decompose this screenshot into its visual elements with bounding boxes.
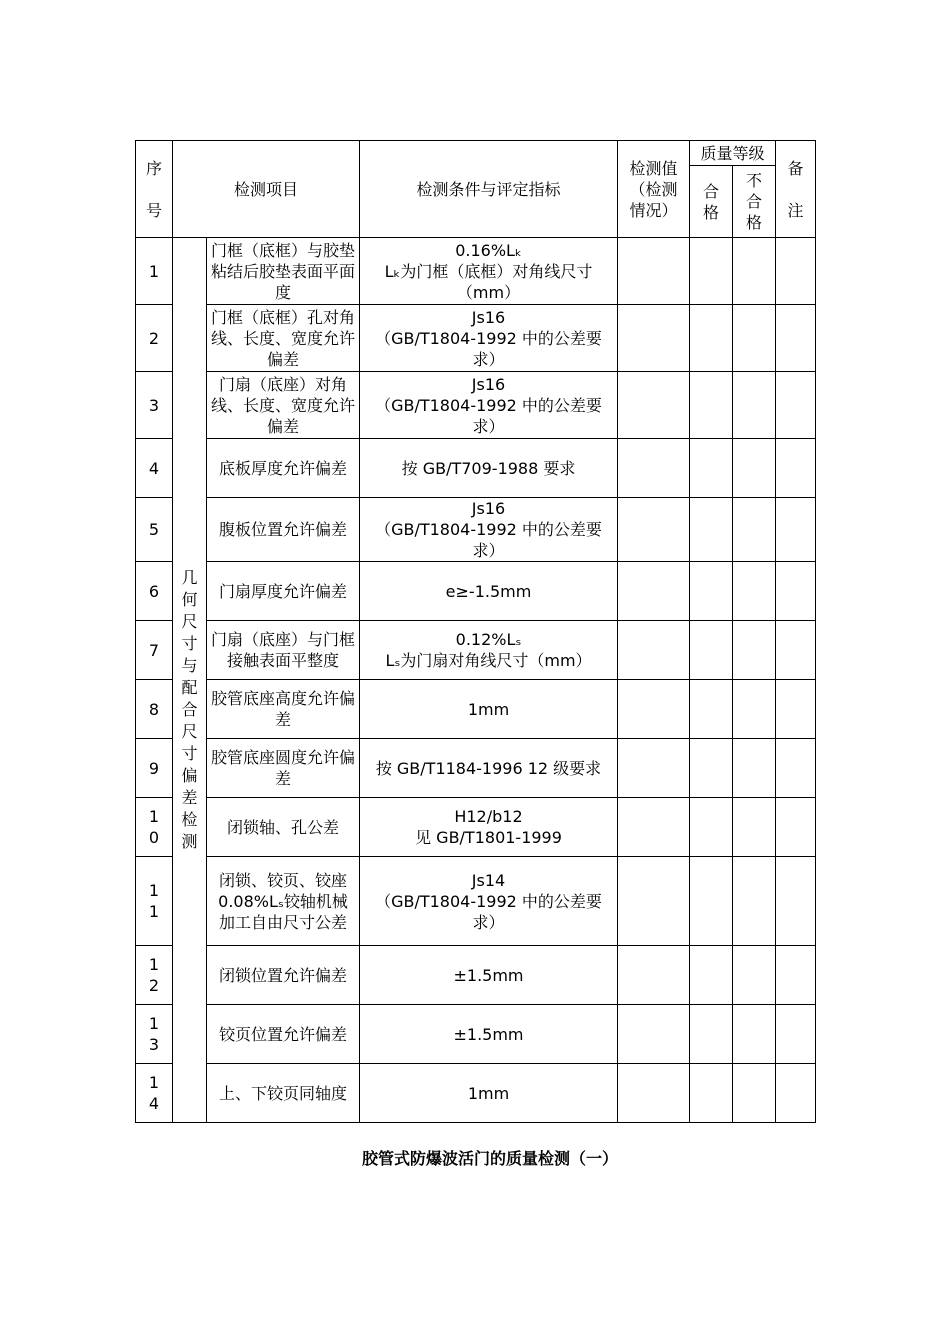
pass-cell[interactable]	[690, 739, 733, 798]
fail-cell[interactable]	[733, 238, 776, 305]
inspection-condition: Js16 （GB/T1804-1992 中的公差要求）	[360, 498, 618, 562]
inspection-item: 铰页位置允许偏差	[207, 1005, 360, 1064]
fail-cell[interactable]	[733, 798, 776, 857]
pass-cell[interactable]	[690, 439, 733, 498]
table-row	[136, 238, 816, 305]
pass-cell[interactable]	[690, 857, 733, 946]
remark-cell[interactable]	[776, 372, 816, 439]
inspection-condition: 1mm	[360, 1064, 618, 1123]
pass-cell[interactable]	[690, 305, 733, 372]
row-number	[136, 946, 173, 1005]
remark-cell[interactable]	[776, 439, 816, 498]
value-cell[interactable]	[618, 1005, 690, 1064]
row-number-text: 4	[148, 458, 160, 478]
remark-cell[interactable]	[776, 621, 816, 680]
fail-cell[interactable]	[733, 562, 776, 621]
row-number-text: 5	[148, 520, 160, 539]
inspection-condition: e≥-1.5mm	[360, 562, 618, 621]
row-number-text: 7	[148, 640, 160, 660]
header-grade: 质量等级	[690, 141, 776, 166]
pass-cell[interactable]	[690, 680, 733, 739]
inspection-condition: ±1.5mm	[360, 1005, 618, 1064]
table-row	[136, 621, 816, 680]
value-cell[interactable]	[618, 798, 690, 857]
row-number	[136, 372, 173, 439]
inspection-item: 门扇厚度允许偏差	[207, 562, 360, 621]
pass-cell[interactable]	[690, 372, 733, 439]
remark-cell[interactable]	[776, 238, 816, 305]
remark-cell[interactable]	[776, 857, 816, 946]
table-row	[136, 498, 816, 562]
table-row	[136, 305, 816, 372]
value-cell[interactable]	[618, 439, 690, 498]
remark-cell[interactable]	[776, 798, 816, 857]
header-seq-bottom: 号	[145, 200, 162, 220]
row-number	[136, 739, 173, 798]
inspection-item: 胶管底座高度允许偏差	[207, 680, 360, 739]
remark-cell[interactable]	[776, 562, 816, 621]
inspection-item: 底板厚度允许偏差	[207, 439, 360, 498]
value-cell[interactable]	[618, 372, 690, 439]
value-cell[interactable]	[618, 857, 690, 946]
fail-cell[interactable]	[733, 739, 776, 798]
fail-cell[interactable]	[733, 372, 776, 439]
inspection-item: 胶管底座圆度允许偏差	[207, 739, 360, 798]
pass-cell[interactable]	[690, 238, 733, 305]
pass-cell[interactable]	[690, 798, 733, 857]
fail-cell[interactable]	[733, 498, 776, 562]
remark-cell[interactable]	[776, 739, 816, 798]
inspection-condition: Js16 （GB/T1804-1992 中的公差要求）	[360, 372, 618, 439]
table-row	[136, 946, 816, 1005]
inspection-condition: 0.12%Lₛ Lₛ为门扇对角线尺寸（mm）	[360, 621, 618, 680]
header-fail: 不 合 格	[733, 166, 776, 238]
inspection-item: 上、下铰页同轴度	[207, 1064, 360, 1123]
value-cell[interactable]	[618, 238, 690, 305]
fail-cell[interactable]	[733, 857, 776, 946]
header-remark-bottom: 注	[787, 200, 804, 220]
fail-cell[interactable]	[733, 621, 776, 680]
row-number	[136, 1005, 173, 1064]
remark-cell[interactable]	[776, 680, 816, 739]
header-seq-top: 序	[145, 158, 162, 178]
row-number	[136, 621, 173, 680]
fail-cell[interactable]	[733, 1064, 776, 1123]
inspection-condition: H12/b12 见 GB/T1801-1999	[360, 798, 618, 857]
fail-cell[interactable]	[733, 680, 776, 739]
inspection-item: 腹板位置允许偏差	[207, 498, 360, 562]
header-condition: 检测条件与评定指标	[360, 141, 618, 238]
inspection-item: 闭锁轴、孔公差	[207, 798, 360, 857]
row-number-text: 10	[148, 807, 160, 847]
table-row	[136, 1005, 816, 1064]
row-number	[136, 798, 173, 857]
pass-cell[interactable]	[690, 498, 733, 562]
inspection-condition: 按 GB/T709-1988 要求	[360, 439, 618, 498]
pass-cell[interactable]	[690, 946, 733, 1005]
header-item: 检测项目	[173, 141, 360, 238]
inspection-condition: 1mm	[360, 680, 618, 739]
inspection-condition: 0.16%Lₖ Lₖ为门框（底框）对角线尺寸（mm）	[360, 238, 618, 305]
value-cell[interactable]	[618, 305, 690, 372]
header-value: 检测值 （检测 情况）	[618, 141, 690, 238]
row-number	[136, 238, 173, 305]
row-number	[136, 857, 173, 946]
category-cell	[173, 238, 207, 1123]
table-row	[136, 562, 816, 621]
value-cell[interactable]	[618, 498, 690, 562]
header-remark	[776, 141, 816, 238]
row-number-text: 14	[148, 1073, 160, 1113]
row-number-text: 12	[148, 955, 160, 995]
inspection-item: 门扇（底座）对角线、长度、宽度允许偏差	[207, 372, 360, 439]
row-number-text: 1	[148, 261, 160, 281]
table-row	[136, 680, 816, 739]
value-cell[interactable]	[618, 680, 690, 739]
inspection-condition: Js16 （GB/T1804-1992 中的公差要求）	[360, 305, 618, 372]
inspection-item: 门扇（底座）与门框接触表面平整度	[207, 621, 360, 680]
table-caption: 胶管式防爆波活门的质量检测（一）	[361, 1149, 618, 1168]
table-row	[136, 798, 816, 857]
row-number-text: 3	[148, 395, 160, 415]
row-number	[136, 1064, 173, 1123]
row-number-text: 6	[148, 581, 160, 601]
table-row	[136, 372, 816, 439]
pass-cell[interactable]	[690, 1064, 733, 1123]
inspection-condition: 按 GB/T1184-1996 12 级要求	[360, 739, 618, 798]
row-number-text: 2	[148, 328, 160, 348]
table-row	[136, 1064, 816, 1123]
category-label: 几何尺寸与配合尺寸偏差检测	[181, 568, 198, 851]
pass-cell[interactable]	[690, 1005, 733, 1064]
remark-cell[interactable]	[776, 305, 816, 372]
fail-cell[interactable]	[733, 1005, 776, 1064]
quality-inspection-table	[135, 140, 816, 1123]
row-number-text: 8	[148, 699, 160, 719]
header-remark-top: 备	[787, 158, 804, 178]
value-cell[interactable]	[618, 1064, 690, 1123]
value-cell[interactable]	[618, 621, 690, 680]
header-row	[136, 141, 816, 166]
inspection-item: 门框（底框）孔对角线、长度、宽度允许偏差	[207, 305, 360, 372]
fail-cell[interactable]	[733, 946, 776, 1005]
table-row	[136, 857, 816, 946]
pass-cell[interactable]	[690, 562, 733, 621]
row-number-text: 13	[148, 1014, 160, 1054]
header-pass: 合 格	[690, 166, 733, 238]
inspection-item: 闭锁、铰页、铰座 0.08%Lₛ铰轴机械加工自由尺寸公差	[207, 857, 360, 946]
header-seq	[136, 141, 173, 238]
remark-cell[interactable]	[776, 946, 816, 1005]
remark-cell[interactable]	[776, 1064, 816, 1123]
inspection-item: 闭锁位置允许偏差	[207, 946, 360, 1005]
fail-cell[interactable]	[733, 305, 776, 372]
value-cell[interactable]	[618, 946, 690, 1005]
row-number	[136, 562, 173, 621]
fail-cell[interactable]	[733, 439, 776, 498]
pass-cell[interactable]	[690, 621, 733, 680]
inspection-condition: Js14 （GB/T1804-1992 中的公差要求）	[360, 857, 618, 946]
value-cell[interactable]	[618, 562, 690, 621]
table-row	[136, 739, 816, 798]
remark-cell[interactable]	[776, 1005, 816, 1064]
inspection-condition: ±1.5mm	[360, 946, 618, 1005]
value-cell[interactable]	[618, 739, 690, 798]
row-number-text: 11	[148, 881, 160, 921]
row-number	[136, 439, 173, 498]
row-number	[136, 680, 173, 739]
table-row	[136, 439, 816, 498]
row-number-text: 9	[148, 758, 160, 778]
quality-inspection-table-container	[135, 140, 816, 1123]
row-number	[136, 305, 173, 372]
row-number	[136, 498, 173, 562]
remark-cell[interactable]	[776, 498, 816, 562]
inspection-item: 门框（底框）与胶垫粘结后胶垫表面平面度	[207, 238, 360, 305]
